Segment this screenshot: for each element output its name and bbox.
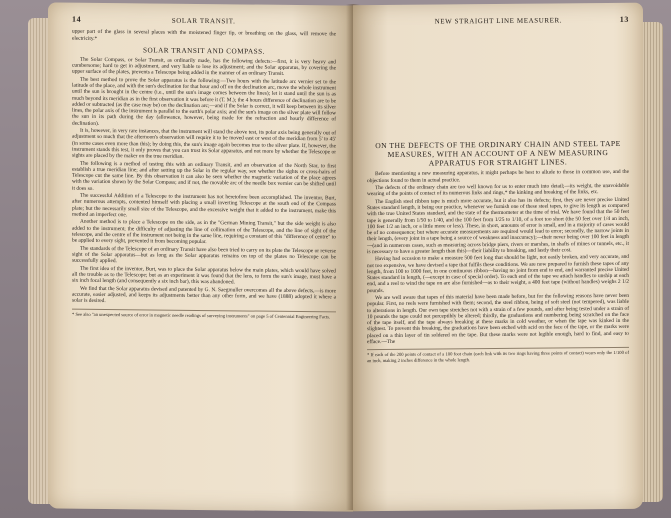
open-book — [20, 4, 665, 514]
left-page — [48, 2, 353, 511]
left-running-head: SOLAR TRANSIT. — [171, 16, 236, 26]
right-page — [353, 3, 643, 512]
left-intro: upper part of the glass in several places with the moistened finger tip, or breathing on the glass, will remove the electricity.* — [72, 28, 336, 42]
right-footnote: * If each of the 200 points of contact of a 100 foot chain (each link with its two rings having three points of contact) wears only the 1/100 of an inch, making 2 inches difference in the whole length. — [367, 347, 629, 363]
left-footnote: * See also "an unexpected source of error in magnetic needle readings of surveying instruments" on page 5 of Centennial Engineering Facts. — [72, 308, 336, 319]
right-paragraph: The English steel ribbon tape is much more accurate, but it also has its defects; first, they are never precise United States standard length, it being our practice, whenever we furnish one of these steel tapes, to give its length as compared with the true United States standard, and the state of the thermometer at the time of trial. We have found that the 50 feet tape is generally from 1/50 to 1/40, and the 100 feet from 1/25 to 1/10, of a foot too short (the 50 feet over 1/4 an inch, 100 feet 1/2 an inch, or a little more or less). These, in short, amounts of error is small, and in a majority of cases would be of no consequence; but where accurate measurements are required would lead to error; secondly, the narrow joints in their length, (every joint in a tape being a source of weakness and inaccuracy);—their never being over 100 feet in length—(and in numerous cases, such as measuring across bridge piers, rivers or marshes, in shafts of mines or tunnels, etc., it is necessary to have a greater length than this)—their liability to breaking, and lastly their cost. — [367, 196, 629, 255]
right-paragraph: Having had occasion to make a measure 500 feet long that should be light, not easily broken, and very accurate, and not too expensive, we have devised a tape that fulfils these conditions. We are now prepared to furnish these tapes of any length, from 100 to 1000 feet, in one continuous ribbon—having no joint from end to end, and warranted precise United States standard in length, (—except in case of special order). To each end of the tape we attach handles to unship at each end, and a reel to wind the tape on are also furnished—as to their weight, a 400 feet tape (without handles) weighs 2 1/2 pounds. — [367, 254, 629, 294]
right-running-head: NEW STRAIGHT LINE MEASURER. — [434, 16, 563, 26]
left-header — [72, 14, 336, 26]
left-paragraph: The best method to prove the Solar apparatus is the following:—Two hours with the latitude arc vernier set to the latitude of the place, and with the sun's declination for that hour and off on the declination arc, move the whole instrument until the sun is brought in the centre (i.e., until the sun's image comes between the lines); let it stand until the sun is as much beyond its meridian as in the first observation it was before it (T. M.); the 4 hours difference of declination are to be added or subtracted (as the case may be) on the declination arc;—and if the Solar is correct, it will keep between its silver lines, the polar axis of the instrument is parallel to the earth's polar axis; and the sun's image on the silver plate will follow the sun in its path during the day (allowance, however, being made for the refraction and hourly difference of declination). — [72, 76, 336, 127]
left-paragraph: The following is a method of testing this with an ordinary Transit, and an observation of the North Star, to first establish a true meridian line; and after setting up the Solar in the regular way, see whether the sights or cross-hairs of Telescope cut the same line. By this observation it can also be seen whether the magnetic variation of the place agrees with the variation shown by the Solar Compass; and if not, the movable arc of the needle box vernier can be shifted until it does so. — [72, 160, 336, 192]
left-page-number: 14 — [72, 14, 82, 24]
left-paragraph: The successful Addition of a Telescope to the instrument has not heretofore been accomplished. The inventor, Burt, after numerous attempts, contented himself with placing a small inverting Telescope at the south end of the Compass plate; but the necessarily small size of the Telescope, and the excessive weight that it added to the instrument, make this method an imperfect one. — [72, 192, 336, 219]
right-page-number: 13 — [619, 14, 629, 24]
right-paragraph: The defects of the ordinary chain are too well known for us to enter much into detail;—its weight, the unavoidable wearing of the points of contact of its numerous links and rings,* the kinking and breaking of the links, etc. — [367, 182, 629, 198]
right-paragraph: We are well aware that tapes of this material have been made before, but for the following reasons have never been popular. First, no reels were furnished with them; second, the steel ribbon, being of soft steel (not tempered), was liable to alterations in length. Our own tape stretches not with a strain of a few pounds, and after being tested under a strain of 10 pounds the tape could not perceptibly be altered; thirdly, the graduations and numbering being scratched on the face of the tape itself, and the tape always breaking at these marks in cold weather, or when the tape was kinked in the slightest. To prevent this breaking, the graduations have been etched with acid on the face of the tape, or the marks were placed on a thin layer of tin soldered on the tape. But these marks were not legible enough, hard to find, and easy to efface.—The — [367, 293, 629, 346]
left-paragraph: The standards of the Telescope of an ordinary Transit have also been tried to carry on its plate the Telescope or reverse sight of the Solar apparatus—but as long as the Solar apparatus remains on top of the plates no Telescope can be successfully applied. — [72, 245, 336, 265]
right-page-content — [367, 14, 629, 363]
left-section-title: SOLAR TRANSIT AND COMPASS. — [143, 46, 265, 56]
left-page-content — [72, 14, 336, 320]
right-paragraph: Before mentioning a new measuring apparatus, it might perhaps be best to allude to those in common use, and the objections found to them in actual practice. — [367, 169, 629, 184]
right-section-title: ON THE DEFECTS OF THE ORDINARY CHAIN AND STEEL TAPE MEASURES, WITH AN ACCOUNT OF A NEW MEASURING APPARATUS FOR STRAIGHT LINES. — [375, 139, 621, 168]
left-paragraph: The Solar Compass, or Solar Transit, as ordinarily made, has the following defects:—first, it is very heavy and cumbersome; hard to get in adjustment, and very liable to lose its adjustment; and the Solar apparatus, by covering the upper surface of the plates, prevents a Telescope being added in the manner of an ordinary Transit. — [72, 56, 336, 78]
left-paragraph: We find that the Solar apparatus devised and patented by G. N. Saegmuller overcomes all the above defects,—is more accurate, easier adjusted, and keeps its adjustments better than any other form, and we have (1888) adopted it where a solar is desired. — [72, 285, 336, 305]
left-paragraph: Another method is to place a Telescope on the side, as in the "German Mining Transit," but the side weight is also added to the instrument; the difficulty of adjusting the line of collimation of the Telescope, and the line of sight of the telescope, and the centre of the instrument not being in the same line, requiring a constant of this "difference of centre" to be applied to every sight, prevented it from becoming popular. — [72, 219, 336, 246]
left-paragraph: It is, however, in very rare instances, that the instrument will stand the above test, its polar axis being generally out of adjustment so much that the afternoon's observation will require it to be moved east or west of the meridian from 5' to 45' (in some cases even more than this); by doing this, the sun's image again becomes true to the silver plate. If, however, the instrument stands this test, it only proves that you can trust its Solar apparatus, and not more by whether the Telescope or sights are placed by the maker on the true meridian. — [72, 127, 336, 160]
left-paragraph: The first idea of the inventor, Burt, was to place the Solar apparatus below the main plates, which would have solved all the trouble as to the Telescope; but as an experiment it was found that the lens, to form the sun's image, must have a six inch focal length (and consequently a six inch bar), this was abandoned. — [72, 265, 336, 286]
right-header — [367, 14, 629, 26]
